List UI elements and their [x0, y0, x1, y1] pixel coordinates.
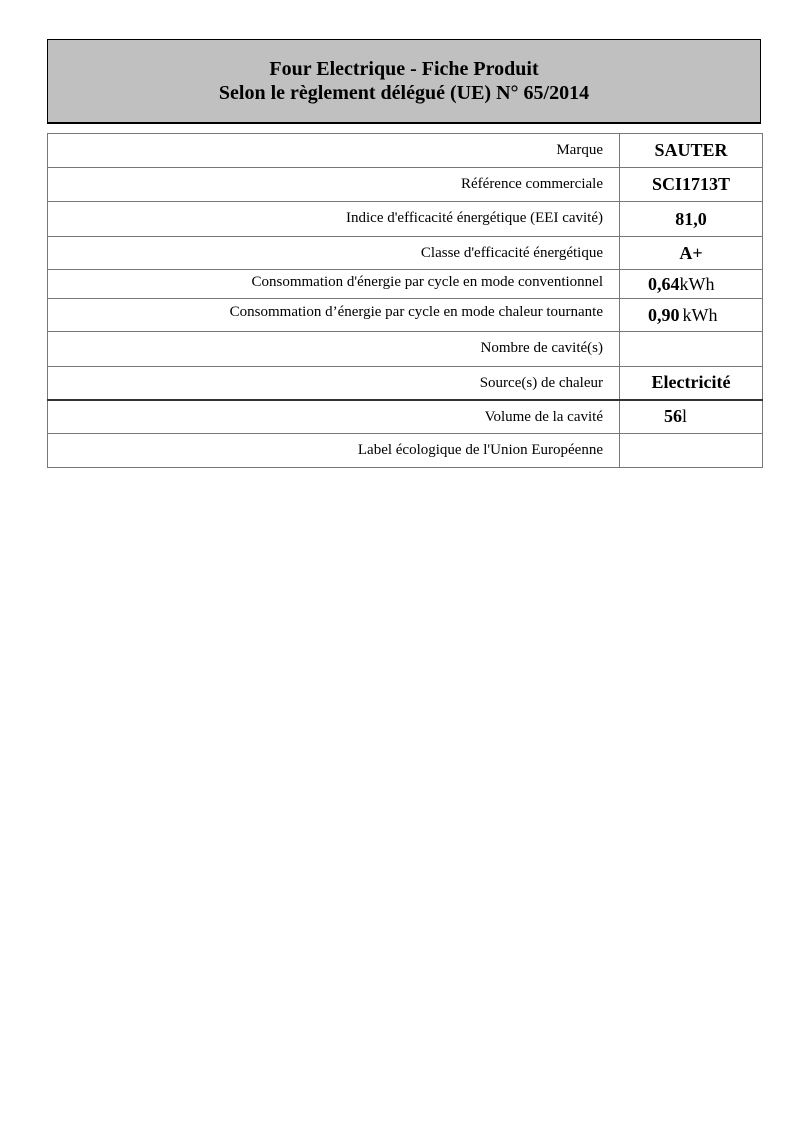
value-number: 0,64: [648, 273, 680, 294]
row-label: Volume de la cavité: [48, 400, 620, 434]
row-label: Consommation d'énergie par cycle en mode conventionnel: [48, 270, 620, 299]
row-label: Marque: [48, 134, 620, 168]
row-label: Indice d'efficacité énergétique (EEI cavité): [48, 202, 620, 237]
row-value: [620, 400, 763, 434]
row-label: Consommation d’énergie par cycle en mode chaleur tournante: [48, 299, 620, 332]
row-label: Classe d'efficacité énergétique: [48, 237, 620, 270]
product-sheet-header: [47, 39, 761, 124]
table-row-brand: [48, 134, 763, 168]
row-value: Electricité: [620, 367, 763, 400]
row-label: Label écologique de l'Union Européenne: [48, 434, 620, 468]
row-value: SCI1713T: [620, 168, 763, 202]
table-row-energy-class: [48, 237, 763, 270]
row-value: [620, 434, 763, 468]
table-row-volume: [48, 400, 763, 434]
row-label: Source(s) de chaleur: [48, 367, 620, 400]
table-row-reference: [48, 168, 763, 202]
header-title: Four Electrique - Fiche Produit: [269, 58, 539, 80]
value-unit: l: [682, 406, 688, 427]
row-value: [620, 299, 763, 332]
value-unit: kWh: [682, 304, 718, 325]
product-sheet-table: [47, 133, 763, 468]
table-row-eco-label: [48, 434, 763, 468]
table-row-heat-source: [48, 367, 763, 400]
table-row-cavity-count: [48, 332, 763, 367]
row-value: A+: [620, 237, 763, 270]
table-row-consumption-fan: [48, 299, 763, 332]
row-value: [620, 332, 763, 367]
table-row-eei: [48, 202, 763, 237]
row-value: 81,0: [620, 202, 763, 237]
value-unit: kWh: [679, 273, 715, 294]
table-row-consumption-conventional: [48, 270, 763, 299]
value-number: 56: [664, 406, 682, 427]
value-number: 0,90: [648, 304, 680, 325]
row-label: Référence commerciale: [48, 168, 620, 202]
row-value: [620, 270, 763, 299]
row-label: Nombre de cavité(s): [48, 332, 620, 367]
row-value: SAUTER: [620, 134, 763, 168]
header-subtitle: Selon le règlement délégué (UE) N° 65/2014: [218, 82, 590, 104]
